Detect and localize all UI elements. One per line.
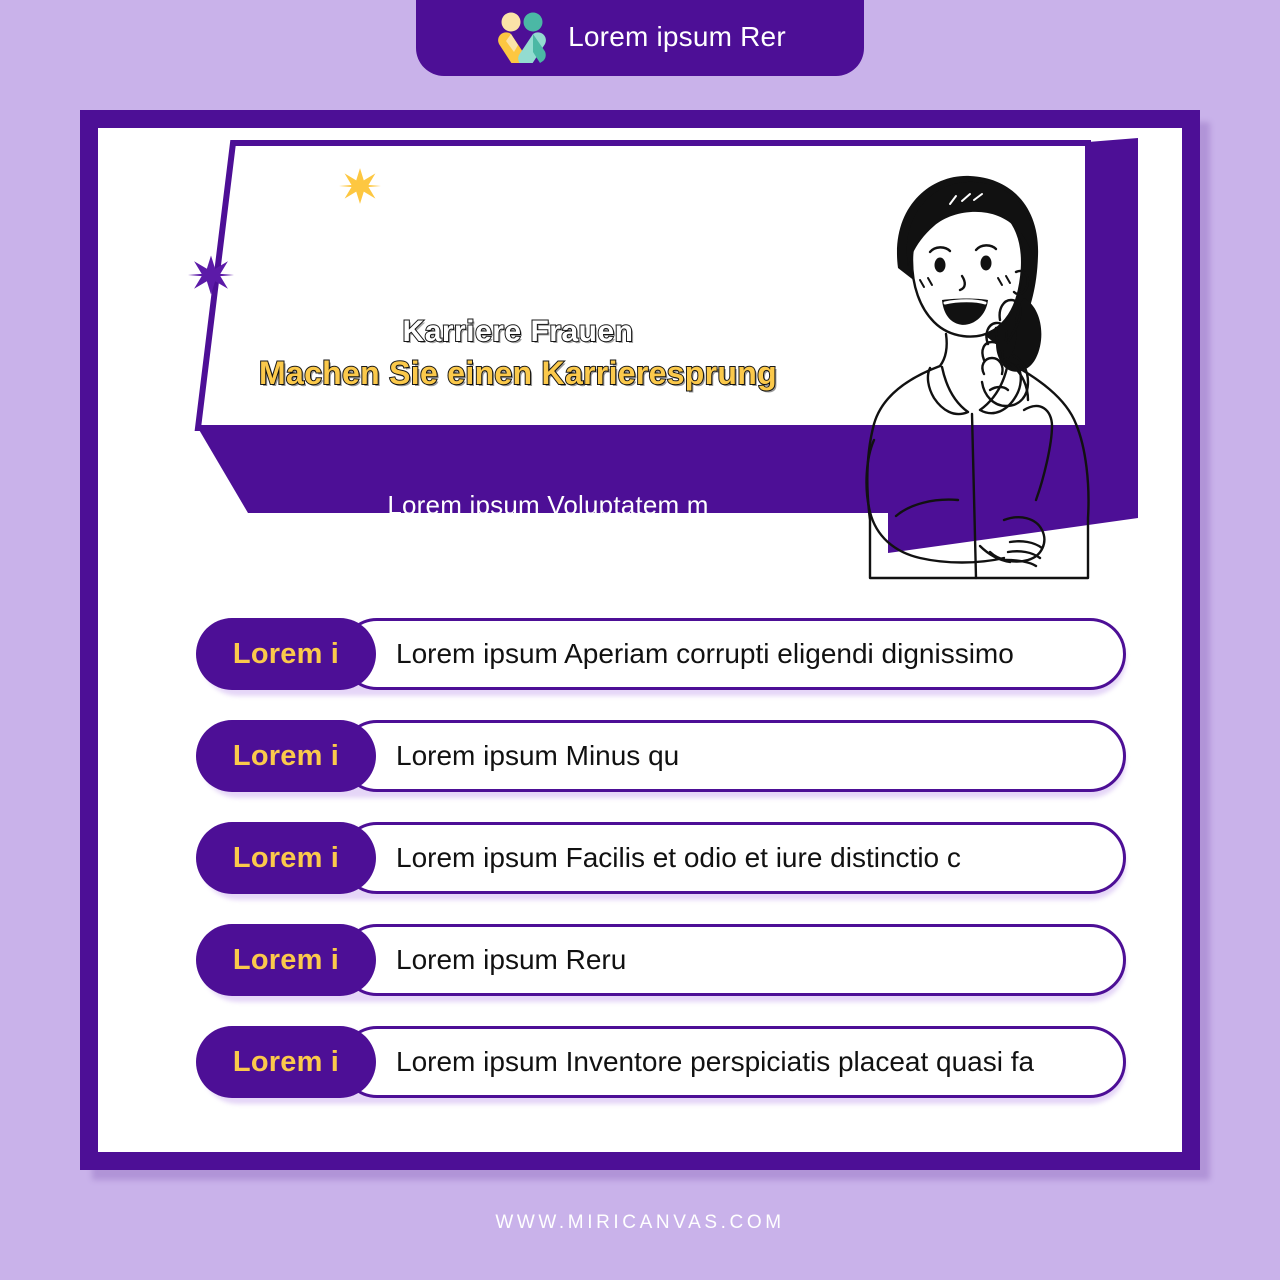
row-text-box [341,720,1126,792]
card-body [98,128,1182,1152]
row-badge[interactable] [196,1026,376,1098]
footer-url: WWW.MIRICANVAS.COM [495,1212,785,1233]
row-badge-label: Lorem i [232,637,340,670]
hero-subtitle: Lorem ipsum Voluptatem m [387,490,709,520]
top-tab-title: Lorem ipsum Rer [568,21,786,52]
list-item[interactable] [196,720,1126,796]
hero-banner [98,128,1182,598]
row-text: Lorem ipsum Minus qu [396,740,680,771]
list-item[interactable] [196,1026,1126,1102]
row-text-box [341,822,1126,894]
row-badge-label: Lorem i [232,739,340,772]
list-item[interactable] [196,924,1126,1000]
row-badge[interactable] [196,924,376,996]
row-badge-label: Lorem i [232,1045,340,1078]
row-text: Lorem ipsum Facilis et odio et iure distinctio c [396,842,961,873]
row-text: Lorem ipsum Reru [396,944,627,975]
row-text: Lorem ipsum Aperiam corrupti eligendi dignissimo [396,638,1014,669]
list-item[interactable] [196,822,1126,898]
two-people-logo-icon [494,11,550,63]
row-badge-label: Lorem i [232,841,340,874]
hero-shapes [98,128,1182,598]
top-tab[interactable] [416,0,864,76]
row-text-box [341,1026,1126,1098]
row-text-box [341,618,1126,690]
list-item[interactable] [196,618,1126,694]
row-badge[interactable] [196,720,376,792]
feature-list [196,618,1126,1128]
hero-title-sub: Machen Sie einen Karrieresprung [259,354,777,391]
card-frame [80,110,1200,1170]
row-badge-label: Lorem i [232,943,340,976]
row-badge[interactable] [196,822,376,894]
hero-title-main: Karriere Frauen [402,315,634,348]
row-text-box [341,924,1126,996]
row-badge[interactable] [196,618,376,690]
row-text: Lorem ipsum Inventore perspiciatis placeat quasi fa [396,1046,1035,1077]
